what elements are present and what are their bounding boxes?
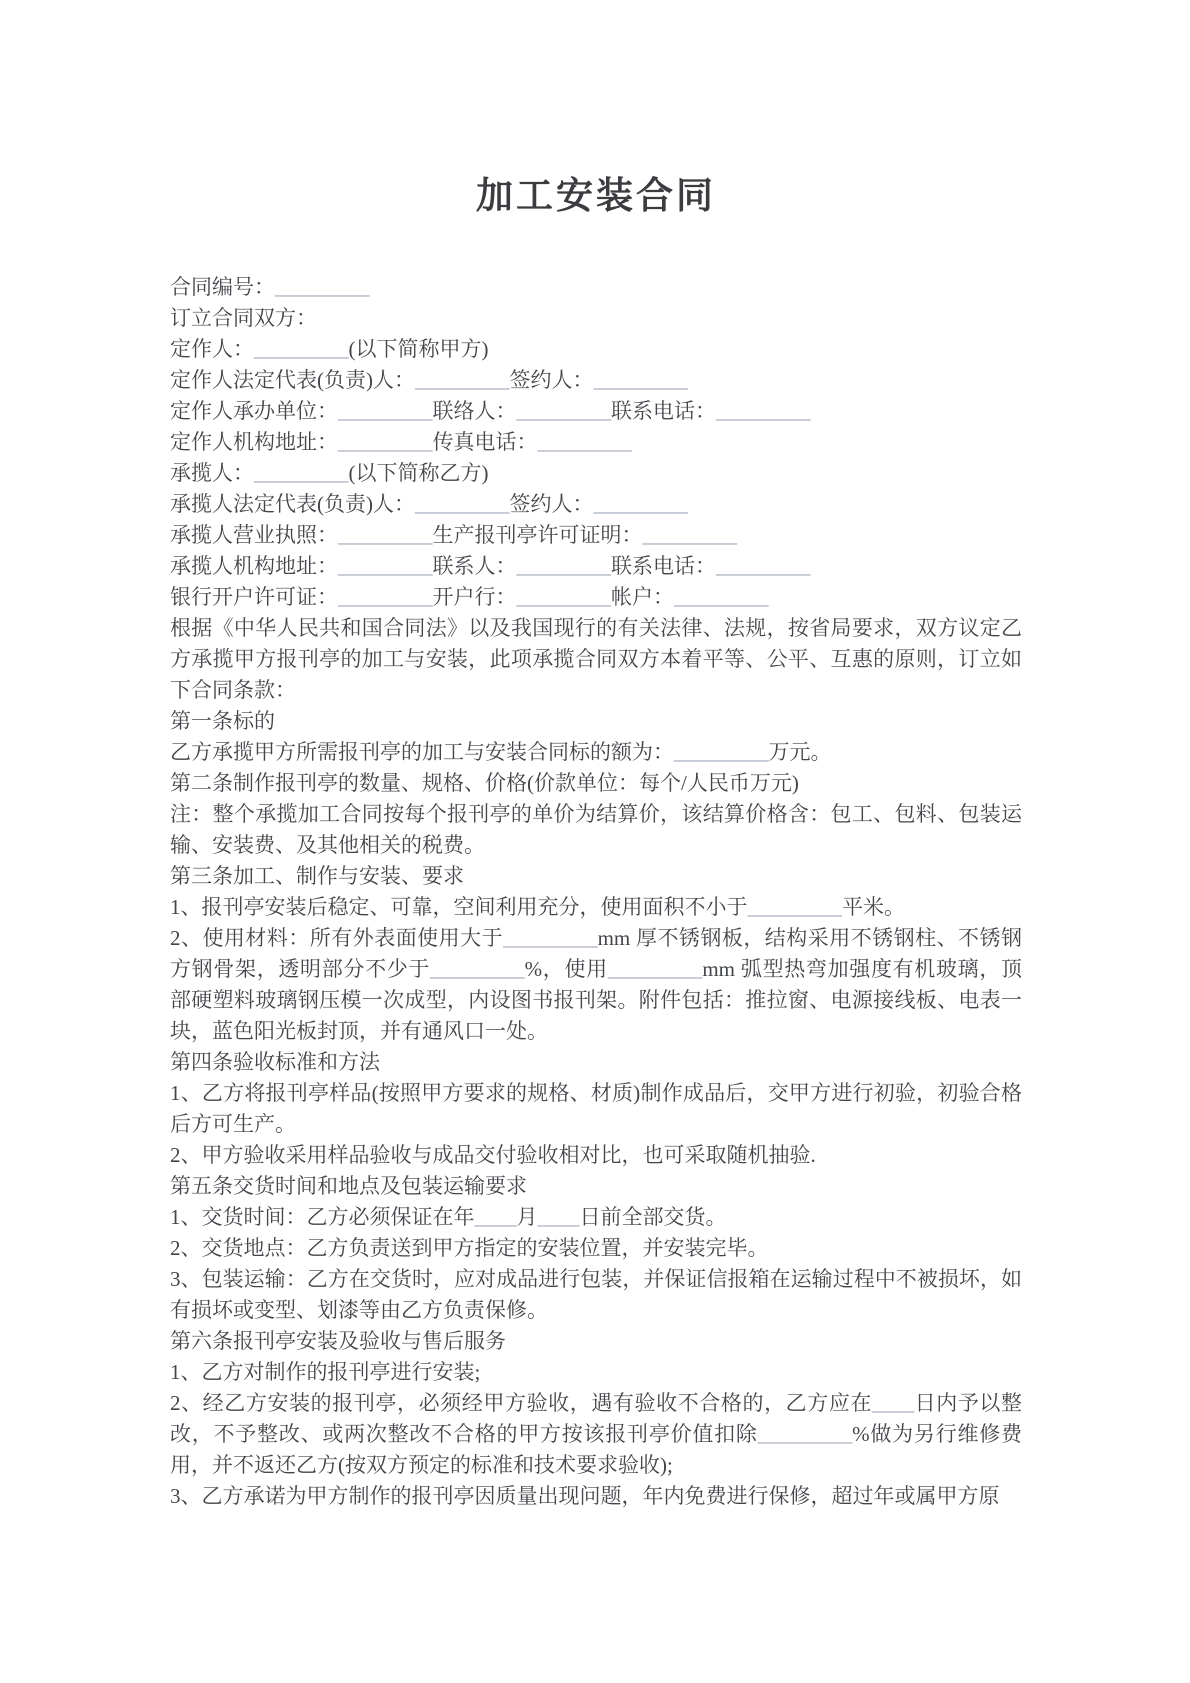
fill-in-blank: ____ [872, 1391, 915, 1415]
fill-in-blank: _________ [338, 399, 433, 423]
fill-in-blank: _________ [338, 430, 433, 454]
article-6-item-2: 2、经乙方安装的报刊亭，必须经甲方验收，遇有验收不合格的，乙方应在____日内予以整改，不予整改、或两次整改不合格的甲方按该报刊亭价值扣除_________%做为另行维修费用，并不返还乙方(按双方预定的标准和技术要求验收); [170, 1391, 1023, 1477]
fill-in-blank: _________ [757, 1422, 853, 1446]
document-title: 加工安装合同 [476, 176, 716, 217]
fill-in-blank: _________ [338, 585, 433, 609]
article-4-item-2: 2、甲方验收采用样品验收与成品交付验收相对比，也可采取随机抽验. [170, 1143, 816, 1167]
fill-in-blank: _________ [674, 740, 769, 764]
fill-in-blank: _________ [537, 430, 632, 454]
fill-in-blank: _________ [338, 523, 433, 547]
fill-in-blank: _________ [275, 275, 370, 299]
fill-in-blank: ____ [474, 1205, 517, 1229]
fill-in-blank: _________ [716, 399, 811, 423]
contractor-line: 承揽人：_________(以下简称乙方) [170, 461, 489, 485]
fill-in-blank: _________ [607, 957, 703, 981]
article-5-item-2: 2、交货地点：乙方负责送到甲方指定的安装位置，并安装完毕。 [170, 1236, 769, 1260]
contractor-address-line: 承揽人机构地址：_________联系人：_________联系电话：_________ [170, 554, 811, 578]
contractor-representative-line: 承揽人法定代表(负责)人：_________签约人：_________ [170, 492, 688, 516]
article-6-item-3: 3、乙方承诺为甲方制作的报刊亭因质量出现问题，年内免费进行保修，超过年或属甲方原 [170, 1484, 1000, 1508]
fill-in-blank: _________ [415, 368, 510, 392]
fill-in-blank: _________ [593, 368, 688, 392]
fill-in-blank: _________ [516, 554, 611, 578]
ordering-party-representative-line: 定作人法定代表(负责)人：_________签约人：_________ [170, 368, 688, 392]
fill-in-blank: ____ [537, 1205, 580, 1229]
ordering-party-address-line: 定作人机构地址：_________传真电话：_________ [170, 430, 632, 454]
article-3-heading: 第三条加工、制作与安装、要求 [170, 864, 464, 888]
fill-in-blank: _________ [642, 523, 737, 547]
article-6-item-1: 1、乙方对制作的报刊亭进行安装; [170, 1360, 481, 1384]
article-1-content: 乙方承揽甲方所需报刊亭的加工与安装合同标的额为：_________万元。 [170, 740, 832, 764]
ordering-party-line: 定作人：_________(以下简称甲方) [170, 337, 489, 361]
fill-in-blank: _________ [747, 895, 842, 919]
contract-body [170, 272, 1022, 1512]
article-3-item-2: 2、使用材料：所有外表面使用大于_________mm 厚不锈钢板，结构采用不锈钢柱、不锈钢方钢骨架，透明部分不少于_________%，使用_________mm 弧型热弯加强度有机玻璃，顶部硬塑料玻璃钢压模一次成型，内设图书报刊架。附件包括：推拉窗、电源接线板、电表一块，蓝色阳光板封顶，并有通风口一处。 [170, 926, 1023, 1043]
article-5-heading: 第五条交货时间和地点及包装运输要求 [170, 1174, 527, 1198]
article-6-heading: 第六条报刊亭安装及验收与售后服务 [170, 1329, 506, 1353]
article-2-note: 注：整个承揽加工合同按每个报刊亭的单价为结算价，该结算价格含：包工、包料、包装运输、安装费、及其他相关的税费。 [170, 802, 1022, 857]
article-4-item-1: 1、乙方将报刊亭样品(按照甲方要求的规格、材质)制作成品后，交甲方进行初验，初验合格后方可生产。 [170, 1081, 1022, 1136]
fill-in-blank: _________ [716, 554, 811, 578]
fill-in-blank: _________ [503, 926, 598, 950]
fill-in-blank: _________ [430, 957, 525, 981]
article-4-heading: 第四条验收标准和方法 [170, 1050, 380, 1074]
parties-intro-line: 订立合同双方： [170, 306, 317, 330]
bank-account-line: 银行开户许可证：_________开户行：_________帐户：_________ [170, 585, 769, 609]
fill-in-blank: _________ [254, 461, 349, 485]
fill-in-blank: _________ [254, 337, 349, 361]
article-2-heading: 第二条制作报刊亭的数量、规格、价格(价款单位：每个/人民币万元) [170, 771, 799, 795]
fill-in-blank: _________ [516, 399, 611, 423]
contract-number-line: 合同编号：_________ [170, 275, 370, 299]
ordering-party-agency-line: 定作人承办单位：_________联络人：_________联系电话：_________ [170, 399, 811, 423]
fill-in-blank: _________ [338, 554, 433, 578]
contractor-license-line: 承揽人营业执照：_________生产报刊亭许可证明：_________ [170, 523, 737, 547]
fill-in-blank: _________ [674, 585, 769, 609]
article-5-item-3: 3、包装运输：乙方在交货时，应对成品进行包装，并保证信报箱在运输过程中不被损坏，如有损坏或变型、划漆等由乙方负责保修。 [170, 1267, 1022, 1322]
article-1-heading: 第一条标的 [170, 709, 275, 733]
article-3-item-1: 1、报刊亭安装后稳定、可靠，空间利用充分，使用面积不小于_________平米。 [170, 895, 905, 919]
preamble-paragraph: 根据《中华人民共和国合同法》以及我国现行的有关法律、法规，按省局要求，双方议定乙方承揽甲方报刊亭的加工与安装，此项承揽合同双方本着平等、公平、互惠的原则，订立如下合同条款： [170, 616, 1022, 702]
fill-in-blank: _________ [516, 585, 611, 609]
fill-in-blank: _________ [593, 492, 688, 516]
article-5-item-1: 1、交货时间：乙方必须保证在年____月____日前全部交货。 [170, 1205, 727, 1229]
fill-in-blank: _________ [415, 492, 510, 516]
